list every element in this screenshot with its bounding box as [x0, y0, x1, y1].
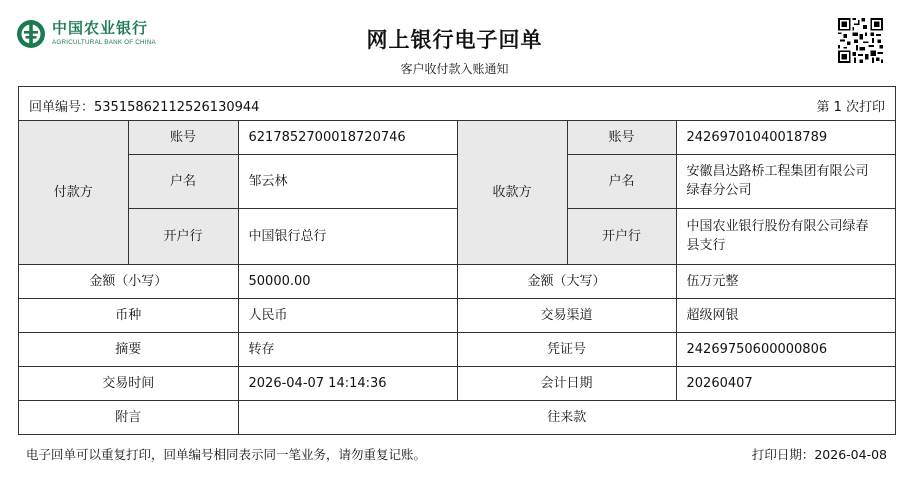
currency-label: 币种: [19, 298, 238, 332]
amount-small: 50000.00: [238, 264, 457, 298]
time-label: 交易时间: [19, 366, 238, 400]
amount-big: 伍万元整: [676, 264, 895, 298]
remark-label: 附言: [19, 400, 238, 434]
payer-name-label: 户名: [128, 154, 238, 208]
bank-name-en: AGRICULTURAL BANK OF CHINA: [52, 39, 156, 47]
receipt-grid: [19, 121, 895, 434]
amount-big-label: 金额（大写）: [457, 264, 676, 298]
page-title: 网上银行电子回单: [366, 28, 543, 52]
page-subtitle: 客户收付款入账通知: [400, 62, 509, 76]
payer-name: 邹云林: [238, 154, 457, 208]
accounting-date-label: 会计日期: [457, 366, 676, 400]
payee-name-label: 户名: [567, 154, 676, 208]
receipt-header-row: [19, 87, 895, 121]
payer-account-label: 账号: [128, 121, 238, 154]
voucher-number: 24269750600000806: [676, 332, 895, 366]
table-row: [19, 400, 895, 434]
footer-note: 电子回单可以重复打印，回单编号相同表示同一笔业务，请勿重复记账。: [26, 447, 427, 462]
payer-section-label: 付款方: [19, 121, 128, 264]
remark: 往来款: [238, 400, 895, 434]
payee-bank-label: 开户行: [567, 208, 676, 264]
summary-label: 摘要: [19, 332, 238, 366]
channel-label: 交易渠道: [457, 298, 676, 332]
summary: 转存: [238, 332, 457, 366]
table-row: [19, 332, 895, 366]
payee-bank: 中国农业银行股份有限公司绿春 县支行: [676, 208, 895, 264]
channel: 超级网银: [676, 298, 895, 332]
payer-bank-label: 开户行: [128, 208, 238, 264]
qr-code-icon: [838, 18, 883, 63]
payer-bank: 中国银行总行: [238, 208, 457, 264]
table-row: [19, 298, 895, 332]
accounting-date: 20260407: [676, 366, 895, 400]
table-row: [19, 121, 895, 154]
payee-name: 安徽昌达路桥工程集团有限公司 绿春分公司: [676, 154, 895, 208]
receipt-table: [18, 86, 896, 435]
amount-small-label: 金额（小写）: [19, 264, 238, 298]
transaction-time: 2026-04-07 14:14:36: [238, 366, 457, 400]
payee-account-label: 账号: [567, 121, 676, 154]
receipt-number: 回单编号：53515862112526130944: [29, 100, 260, 115]
table-row: [19, 264, 895, 298]
payee-account: 24269701040018789: [676, 121, 895, 154]
print-date: 打印日期：2026-04-08: [751, 447, 887, 462]
currency: 人民币: [238, 298, 457, 332]
voucher-label: 凭证号: [457, 332, 676, 366]
print-count: 第 1 次打印: [816, 100, 885, 115]
bank-name-cn: 中国农业银行: [52, 19, 149, 38]
payee-section-label: 收款方: [457, 121, 567, 264]
payer-account: 6217852700018720746: [238, 121, 457, 154]
table-row: [19, 366, 895, 400]
